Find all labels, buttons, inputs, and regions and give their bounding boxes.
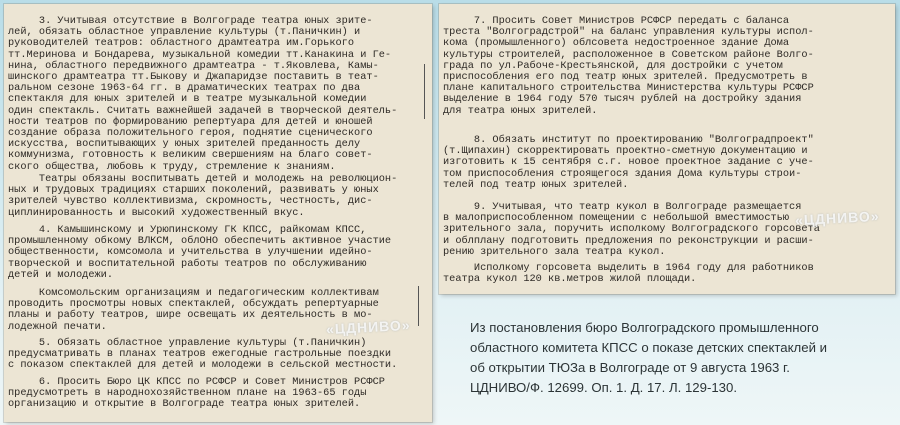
document-page-left (4, 4, 432, 422)
paragraph-8: 8. Обязать институт по проектированию "Волгоградпроект" (т.Щипахин) скорректировать проектно-сметную документацию и изготовить к 15 сентября с.г. новое проектное задание с уче- том приспособления строящегося здания Дома культуры строи- телей под театр юных зрителей. (443, 134, 814, 191)
caption-line: об открытии ТЮЗа в Волгограде от 9 августа 1963 г. (470, 360, 790, 375)
caption-line: ЦДНИВО/Ф. 12699. Оп. 1. Д. 17. Л. 129-130. (470, 380, 738, 395)
paragraph-7: 7. Просить Совет Министров РСФСР передать с баланса треста "Волгоградстрой" на баланс управления культуры испол- кома (промышленного) облсовета недостроенное здание Дома культуры строителей, расположенное в Советском районе Волго- града по ул.Рабоче-Крестьянской, для достройки с учетом приспособления его под театр юных зрителей. Предусмотреть в плане капитального строительства Министерства культуры РСФСР выделение в 1964 году 570 тысяч рублей на достройку здания для театра юных зрителей. (443, 15, 814, 117)
caption-line: Из постановления бюро Волгоградского промышленного (470, 320, 819, 335)
paragraph-theatres: Театры обязаны воспитывать детей и молодежь на революцион- ных и трудовых традициях старших поколений, развивать у юных зрителей чувство коллективизма, скромность, честность, дис- циплинированность и высокий художественный вкус. (8, 173, 398, 219)
paragraph-5: 5. Обязать областное управление культуры (т.Паничкин) предусматривать в планах театров ежегодные гастрольные поездки с показом спектаклей для детей и молодежи в сельской местности. (8, 337, 398, 372)
archive-caption (470, 318, 890, 398)
paragraph-3: 3. Учитывая отсутствие в Волгограде театра юных зрите- лей, обязать областное управление культуры (т.Паничкин) и руководителей театров: областного драмтеатра им.Горького тт.Меринова и Бондарева, музыкальной комедии тт.Канакина и Ге- нина, областного передвижного драмтеатра - т.Яковлева, Камы- шинского драмтеатра тт.Быкову и Джапаридзе поставить в теат- ральном сезоне 1963-64 гг. в драматических театрах по два спектакля для юных зрителей и в театре музыкальной комедии один спектакль. Считать важнейшей задачей в творческой деятель- ности театров по формированию репертуара для детей и юношей создание образа положительного героя, поднятие сценического искусства, воспитывающих у юных зрителей преданность делу коммунизма, готовность к великим свершениям на благо совет- ского общества, любовь к труду, стремление к знаниям. (8, 15, 398, 173)
caption-line: областного комитета КПСС о показе детских спектаклей и (470, 340, 827, 355)
document-page-right (439, 4, 895, 294)
paragraph-komsomol: Комсомольским организациям и педагогическим коллективам проводить просмотры новых спектаклей, обсуждать репертуарные планы и работу театров, шире освещать их деятельность в мо- лодежной печати. (8, 287, 379, 333)
watermark: «ЦДНИВО» (325, 316, 411, 338)
margin-mark (418, 286, 419, 326)
watermark: «ЦДНИВО» (794, 207, 880, 229)
margin-mark (424, 64, 425, 119)
paragraph-9: 9. Учитывая, что театр кукол в Волгограде размещается в малоприспособленном помещении с небольшой вместимостью зрительного зала, поручить исполкому Волгоградского горсовета и облплану подготовить предложения по реконструкции и расши- рению зрительного зала театра кукол. (443, 201, 820, 258)
paragraph-6: 6. Просить Бюро ЦК КПСС по РСФСР и Совет Министров РСФСР предусмотреть в народнохозяйственном плане на 1963-65 годы организацию и открытие в Волгограде театра юных зрителей. (8, 376, 385, 411)
paragraph-ispolkom: Исполкому горсовета выделить в 1964 году для работников театра кукол 120 кв.метров жилой площади. (443, 262, 814, 286)
paragraph-4: 4. Камышинскому и Урюпинскому ГК КПСС, райкомам КПСС, промышленному обкому ВЛКСМ, облОНО обеспечить активное участие общественности, комсомола и учительства в улучшении идейно- творческой и воспитательной работы театров по обслуживанию детей и молодежи. (8, 224, 392, 281)
